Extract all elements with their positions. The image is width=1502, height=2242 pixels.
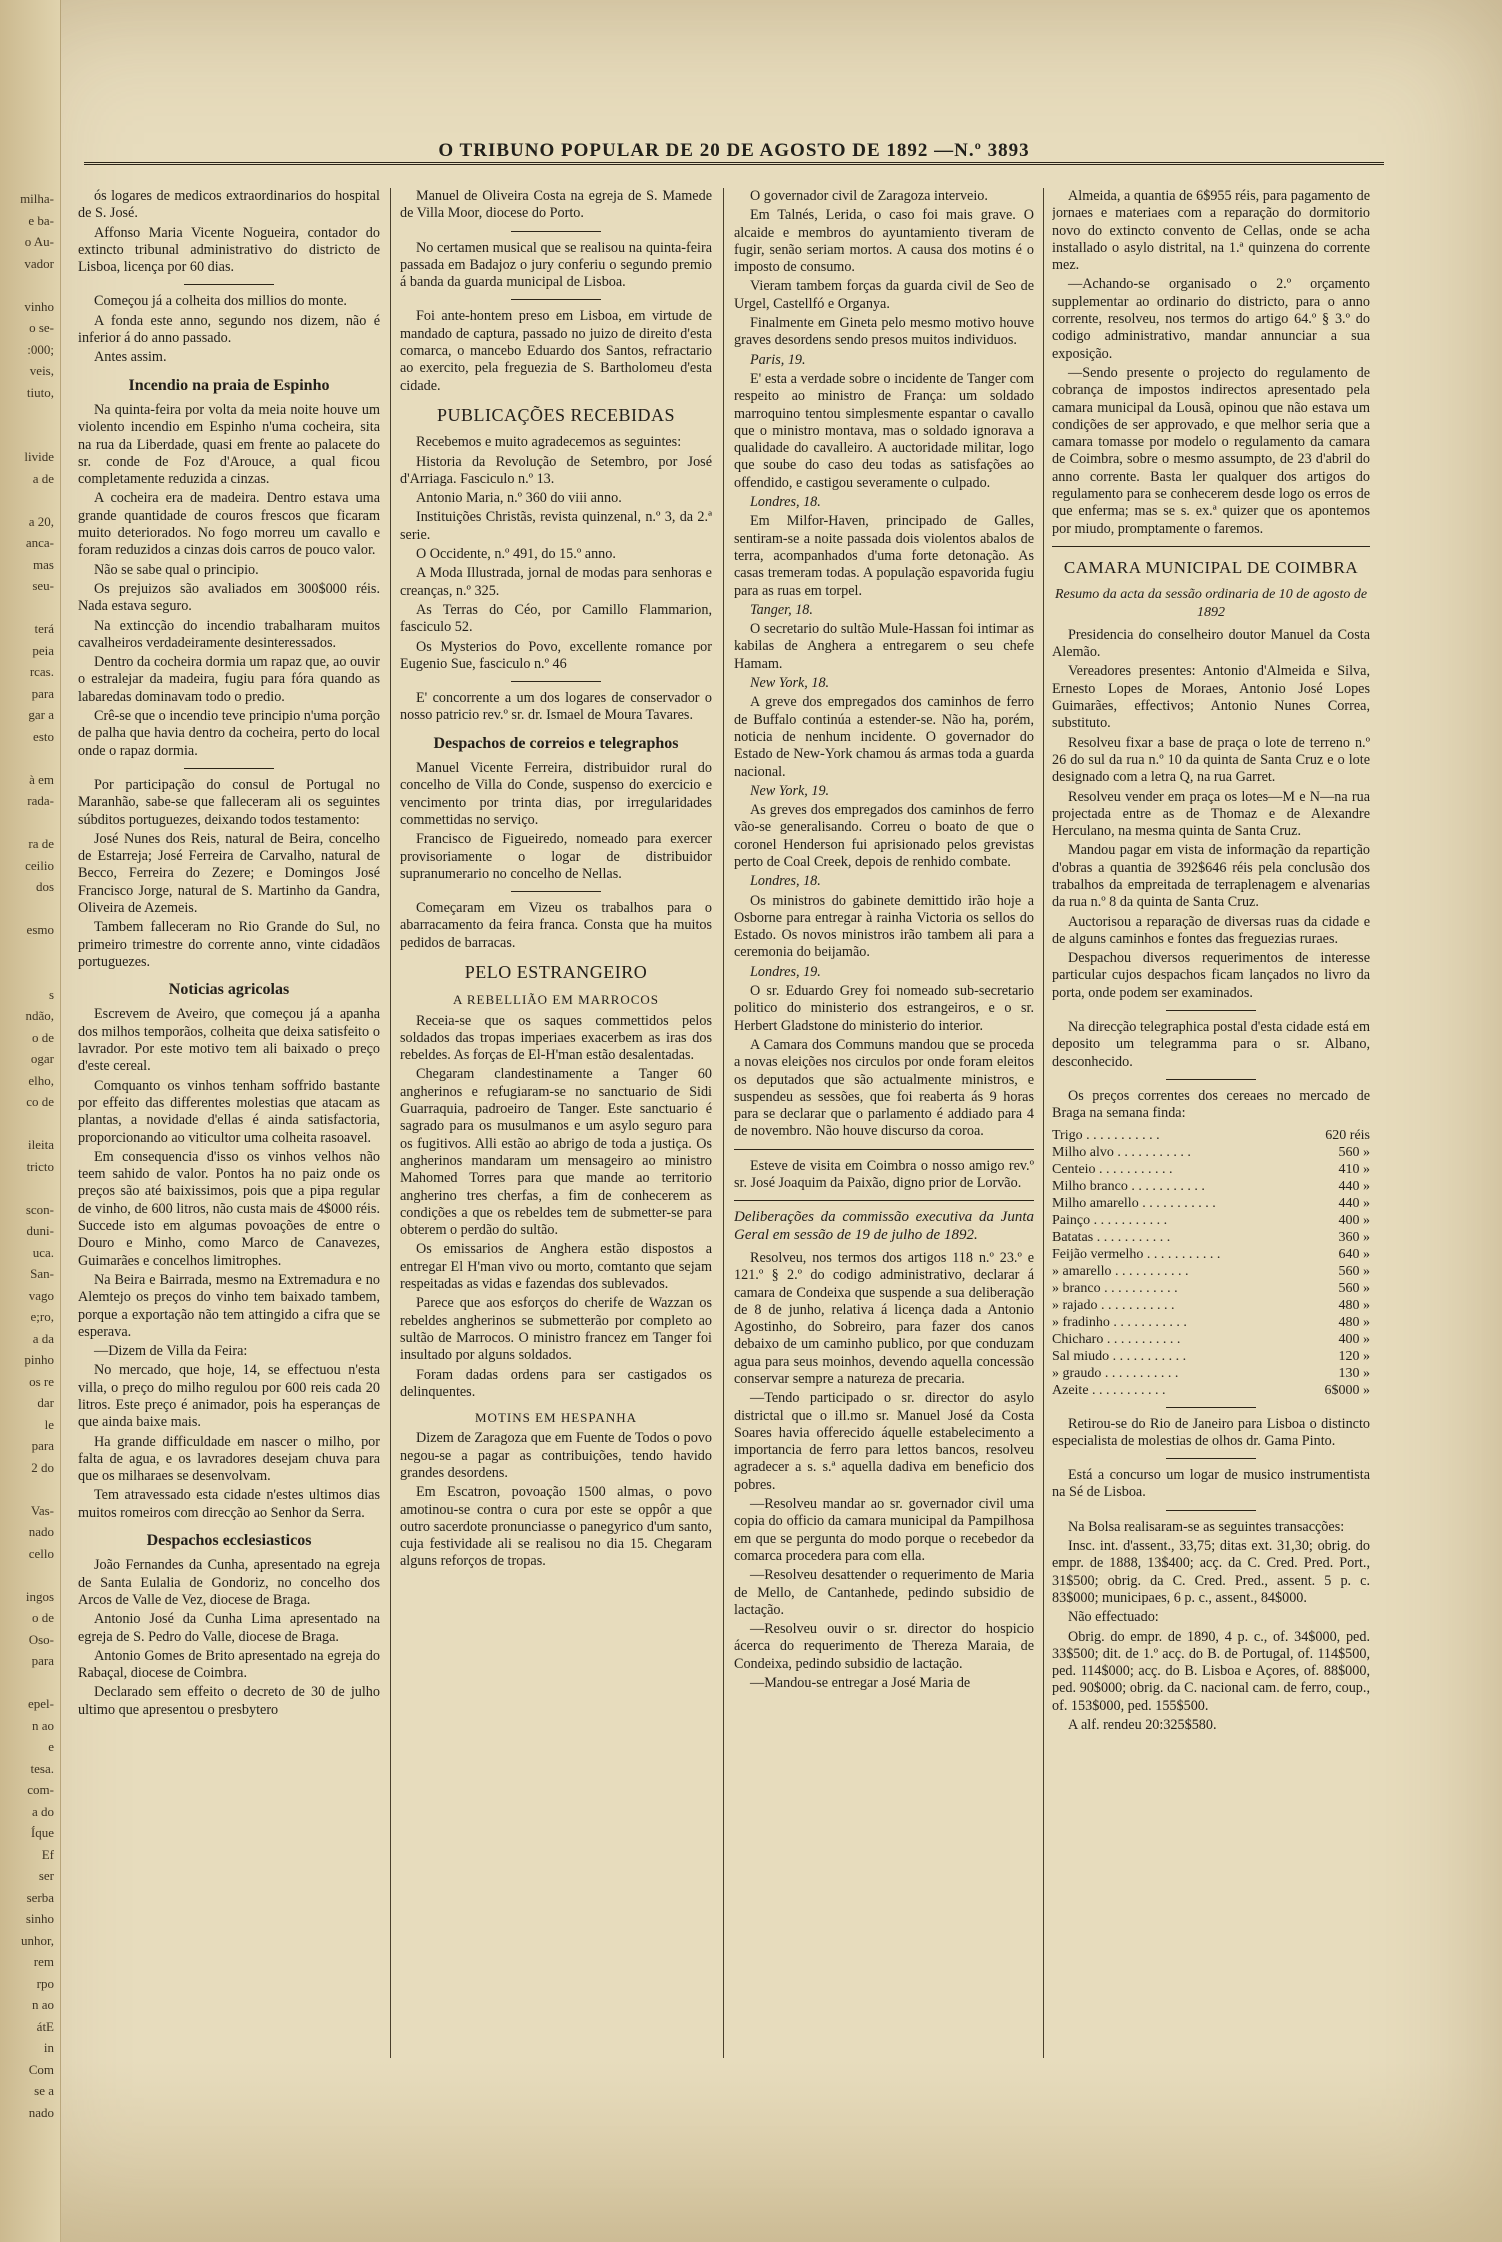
price-item: Milho branco . . . . . . . . . . . [1052, 1178, 1205, 1194]
spine-fragment: peia [32, 642, 54, 658]
col1-milho [78, 293, 380, 366]
spine-fragment: serba [26, 1889, 54, 1905]
paragraph: Resolveu, nos termos dos artigos 118 n.º 23.º e 121.º § 2.º do codigo administrativo, declarar á camara de Condeixa que suspende a sua deliberação de 8 de junho, relativa á licença dada a Antonio Agostinho, do Sobreiro, para fazer dos canos debaixo de um caminho publico, por que conduzam agua para seus moinhos, devendo aquella concessão conservar sempre a natureza de precaria. [734, 1249, 1034, 1387]
col2-marrocos [400, 1013, 712, 1402]
spine-fragment: mas [33, 556, 54, 572]
spine-fragment: Com [28, 2061, 54, 2077]
spine-fragment: ileita [28, 1137, 54, 1152]
price-row [1052, 1246, 1370, 1263]
spine-fragment: scon- [25, 1201, 54, 1217]
paragraph: —Resolveu mandar ao sr. governador civil uma copia do officio da camara municipal da Pampilhosa em que se pergunta do modo porque o recebedor da comarca procedera para com ella. [734, 1496, 1034, 1564]
separator [1166, 1407, 1256, 1408]
separator [1166, 1079, 1256, 1080]
paragraph: Os emissarios de Anghera estão dispostos a entregar El H'man vivo ou morto, comtanto que sejam respeitadas as vidas e fazendas dos sublevados. [400, 1241, 712, 1293]
col3-telegrams [734, 352, 1034, 1035]
spine-fragment: Ef [41, 1846, 54, 1862]
separator [734, 1200, 1034, 1201]
spine-fragment: os re [29, 1373, 54, 1389]
paragraph: Parece que aos esforços do cherife de Wazzan os rebeldes angherinos se submetterão por completo ao sultão de Marrocos. O ministro francez em Tanger foi insultado por alguns soldados. [400, 1295, 712, 1364]
spine-fragment: rpo [36, 1975, 54, 1991]
paragraph: Antonio José da Cunha Lima apresentado na egreja de S. Pedro do Valle, diocese de Braga. [78, 1611, 380, 1645]
price-row [1052, 1212, 1370, 1229]
col3-communs [734, 1037, 1034, 1141]
price-value: 560 » [1338, 1280, 1370, 1296]
masthead: O TRIBUNO POPULAR DE 20 DE AGOSTO DE 1892 —N.º 3893 [438, 140, 1030, 161]
price-value: 410 » [1338, 1161, 1370, 1177]
section-title-publicacoes: PUBLICAÇÕES RECEBIDAS [436, 404, 676, 425]
price-value: 400 » [1338, 1212, 1370, 1228]
paragraph: —Dizem de Villa da Feira: [94, 1343, 248, 1360]
spine-fragment: dos [35, 879, 54, 894]
col3-junta [734, 1250, 1034, 1692]
price-item: Painço . . . . . . . . . . . [1052, 1212, 1168, 1228]
separator [1166, 1458, 1256, 1459]
spine-fragment: esmo [26, 922, 54, 937]
col2-correios [400, 760, 712, 883]
separator [1052, 546, 1370, 547]
col2-vizeu [400, 900, 712, 952]
price-value: 560 » [1338, 1263, 1370, 1279]
paragraph: Começaram em Vizeu os trabalhos para o abarracamento da feira franca. Consta que ha muitos pedidos de barracas. [400, 900, 712, 951]
price-row [1052, 1229, 1370, 1246]
spine-fragment: tesa. [30, 1760, 54, 1776]
paragraph: Em consequencia d'isso os vinhos velhos não teem sahido de valor. Pontos ha no paiz onde os preços são até baixissimos, pois que a pipa regular de vinho, de 600 litros, não custa mais de 4$000 réis. Succede isto em algumas povoações de entre o Douro e Minho, como Marco de Canavezes, Guimarães e concelhos limitrophes. [78, 1148, 380, 1269]
col2-hespanha [400, 1430, 712, 1570]
price-item: Feijão vermelho . . . . . . . . . . . [1052, 1246, 1221, 1262]
subsection-marrocos: A REBELLIÃO EM MARROCOS [452, 992, 660, 1008]
section-title-eccl: Despachos ecclesiasticos [146, 1532, 312, 1550]
price-row [1052, 1127, 1370, 1144]
price-value: 560 » [1338, 1144, 1370, 1160]
spine-fragment: gar a [28, 707, 54, 722]
spine-fragment: unhor, [20, 1932, 54, 1948]
spine-fragment: veis, [29, 363, 54, 378]
paragraph: —Resolveu desattender o requerimento de Maria de Mello, de Cantanhede, pedindo subsidio de lactação. [734, 1567, 1034, 1618]
section-title-correios: Despachos de correios e telegraphos [433, 734, 679, 752]
paragraph: —Tendo participado o sr. director do asylo districtal que o ill.mo sr. Manuel José da Costa Soares havia offerecido áquelle estabelecimento a importancia de ferro para lettos bancos, resolveu agradecer a s. s.ª aquella dadiva em beneficio dos pobres. [734, 1390, 1034, 1493]
spine-fragment: co de [26, 1094, 54, 1109]
paragraph: Foi ante-hontem preso em Lisboa, em virtude de mandado de captura, passado no juizo de direito d'esta comarca, o mancebo Eduardo dos Santos, refractario ao exercito, pela freguezia de S. Bartholomeu d'esta cidade. [400, 308, 712, 394]
spine-fragment: s [48, 986, 54, 1002]
adjacent-page-edge [0, 0, 61, 2242]
price-item: » fradinho . . . . . . . . . . . [1052, 1314, 1187, 1330]
paragraph: Em Escatron, povoação 1500 almas, o povo amotinou-se contra o cura por este se oppôr a que outro sacerdote pronunciasse o panegyrico d'um santo, cuja festividade ali se realisou no dia 15. Chegaram alguns reforços de tropas. [400, 1484, 712, 1570]
paragraph: Resolveu fixar a base de praça o lote de terreno n.º 26 do sul da rua n.º 10 da quinta de Santa Cruz e o lote designado com a letra Q, na rua Garret. [1052, 734, 1370, 786]
spine-fragment: duni- [26, 1223, 54, 1238]
col1-top [78, 188, 380, 276]
paragraph: Resolveu vender em praça os lotes—M e N—na rua projectada entre as de Thomaz e de Alexandre Herculano, na mesma quinta de Santa Cruz. [1052, 788, 1370, 840]
spine-fragment: vago [28, 1287, 54, 1303]
col4-bolsa [1052, 1519, 1370, 1735]
spine-fragment: se a [34, 2083, 54, 2098]
telegram-dateline: Londres, 18. [750, 494, 821, 511]
paragraph: Despachou diversos requerimentos de interesse particular cujos despachos ficam lançados no livro da porta, onde podem ser examinados. [1052, 950, 1370, 1001]
spine-fragment: anca- [25, 535, 54, 550]
telegram-text: As greves dos empregados dos caminhos de ferro vão-se generalisando. Correu o boato de que o coronel Henderson fui aprisionado pelos grevistas perto de Coal Creek, depois de renhido combate. [734, 802, 1034, 870]
paragraph: Em Talnés, Lerida, o caso foi mais grave. O alcaide e membros do ayuntamiento tiveram de fugir, senão seriam mortos. A causa dos motins é o imposto de consumo. [734, 207, 1034, 276]
spine-fragment: Vas- [30, 1502, 54, 1518]
price-row [1052, 1195, 1370, 1212]
spine-fragment: livide [24, 449, 54, 464]
spine-fragment: sinho [25, 1911, 54, 1926]
paragraph: —Achando-se organisado o 2.º orçamento supplementar ao ordinario do districto, para o anno corrente, resolveu, nos termos do artigo 64.º § 3.º do codigo administrativo, mandar annunciar a sua exposição. [1052, 276, 1370, 362]
spine-fragment: a 20, [28, 513, 54, 529]
spine-fragment: tricto [26, 1158, 54, 1174]
paragraph: José Nunes dos Reis, natural de Beira, concelho de Estarreja; José Ferreira de Carvalho, natural de Becco, Ferreira do Zezere; e Domingos José Francisco Jorge, natural de S. Martinho da Gandra, Oliveira de Azemeis. [78, 830, 380, 916]
col1-eccl [78, 1557, 380, 1719]
column-rule [390, 188, 391, 2058]
spine-fragment: ogar [30, 1051, 54, 1066]
spine-fragment: n ao [31, 1997, 54, 2012]
spine-fragment: elho, [28, 1072, 54, 1088]
telegram-dateline: Londres, 18. [750, 873, 821, 890]
price-value: 480 » [1338, 1297, 1370, 1313]
col4-telegrama [1052, 1019, 1370, 1071]
col1-consul [78, 777, 380, 971]
spine-fragment: nado [28, 1524, 54, 1539]
page-bottom-shade [60, 2060, 1502, 2242]
price-value: 360 » [1338, 1229, 1370, 1245]
separator [1166, 1010, 1256, 1011]
price-item: Trigo . . . . . . . . . . . [1052, 1127, 1160, 1143]
price-row [1052, 1382, 1370, 1399]
spine-fragment: o se- [29, 320, 54, 335]
paragraph: Obrig. do empr. de 1890, 4 p. c., of. 34$000, ped. 33$500; dit. de 1.º acç. do B. de Portugal, of. 114$500, ped. 114$000; acç. do B. Lisboa e Açores, of. 88$000, ped. 90$000; obrig. da C. nacional cam. de ferro, coup., of. 153$000, ped. 155$500. [1052, 1628, 1370, 1714]
spine-fragment: o Au- [24, 234, 54, 249]
telegram-dateline: Paris, 19. [750, 351, 806, 368]
subsection-hespanha: MOTINS EM HESPANHA [475, 1410, 637, 1426]
paragraph: Esteve de visita em Coimbra o nosso amigo rev.º sr. José Joaquim da Paixão, digno prior de Lorvão. [734, 1157, 1034, 1192]
spine-fragment: ndão, [25, 1008, 54, 1023]
column-1 [78, 188, 380, 2058]
paragraph: Declarado sem effeito o decreto de 30 de julho ultimo que apresentou o presbytero [78, 1684, 380, 1718]
spine-fragment: milha- [20, 191, 54, 206]
col4-gama [1052, 1416, 1370, 1451]
paragraph: João Fernandes da Cunha, apresentado na egreja de Santa Eulalia de Gondoriz, no concelho dos Arcos de Valle de Vez, diocese de Braga. [78, 1557, 380, 1608]
spine-fragment: à em [29, 771, 54, 787]
spine-fragment: e [48, 1739, 54, 1754]
spine-fragment: vinho [24, 298, 54, 314]
spine-fragment: tiuto, [26, 384, 54, 400]
paragraph: Tem atravessado esta cidade n'estes ultimos dias muitos romeiros com direcção ao Senhor da Serra. [78, 1487, 380, 1521]
price-value: 400 » [1338, 1331, 1370, 1347]
paragraph: Não effectuado: [1068, 1609, 1159, 1626]
col3-visita [734, 1158, 1034, 1193]
paragraph: Dizem de Zaragoza que em Fuente de Todos o povo negou-se a pagar as contribuições, tendo havido grandes desordens. [400, 1430, 712, 1481]
paragraph: Francisco de Figueiredo, nomeado para exercer provisoriamente o logar de distribuidor supranumerario no concelho de Nellas. [400, 831, 712, 882]
price-value: 480 » [1338, 1314, 1370, 1330]
spine-fragment: para [31, 685, 54, 701]
spine-fragment: vador [24, 255, 54, 271]
paragraph: E' concorrente a um dos logares de conservador o nosso patricio rev.º sr. dr. Ismael de Moura Tavares. [400, 690, 712, 724]
paragraph: Comquanto os vinhos tenham soffrido bastante por effeito das differentes molestias que atacam as plantas, a novidade d'ellas é ainda satisfactoria, proporcionando ao viticultor uma colheita rasoavel. [78, 1077, 380, 1146]
spine-fragment: ser [38, 1868, 54, 1883]
column-4 [1052, 188, 1370, 2058]
paragraph: Historia da Revolução de Setembro, por José d'Arriaga. Fasciculo n.º 13. [400, 453, 712, 487]
column-3 [734, 188, 1034, 2058]
price-item: Sal miudo . . . . . . . . . . . [1052, 1348, 1187, 1364]
paragraph: —Sendo presente o projecto do regulamento de cobrança de impostos indirectos apresentado pela camara municipal da Lousã, opinou que não estava um condições de ser approvado, e que melhor seria que a camara tomasse por modelo o regulamento da camara de Coimbra, sobre o mesmo assumpto, de 23 d'abril do anno corrente. Basta ler qualquer dos artigos do regulamento para se conhecerem desde logo os erros de que enferma; mas se s. ex.ª quizer que os apontemos por miudo, promptamente o faremos. [1052, 364, 1370, 537]
paragraph: Na quinta-feira por volta da meia noite houve um violento incendio em Espinho n'uma cocheira, sita na rua da Liberdade, quasi em frente ao palacete do sr. conde de Foz d'Arouce, a qual ficou completamente reduzida a cinzas. [78, 401, 380, 488]
paragraph: O governador civil de Zaragoza interveio. [750, 188, 988, 204]
telegram-text: Os ministros do gabinete demittido irão hoje a Osborne para entregar à rainha Victoria os sellos do Estado. Os novos ministros irão tambem ali para a ceremonia do beijamão. [734, 892, 1034, 961]
spine-fragment: o de [31, 1610, 54, 1625]
separator [184, 768, 274, 769]
spine-fragment: esto [33, 728, 54, 744]
spine-fragment: pinho [24, 1352, 54, 1367]
paragraph: —Mandou-se entregar a José Maria de [750, 1675, 971, 1692]
col1-incendio [78, 402, 380, 760]
spine-fragment: rada- [27, 793, 54, 808]
price-item: Batatas . . . . . . . . . . . [1052, 1229, 1171, 1245]
spine-fragment: n ao [31, 1717, 54, 1733]
col2-publicacoes [400, 434, 712, 673]
spine-fragment: a de [32, 470, 54, 486]
col4-top [1052, 188, 1370, 538]
section-subtitle-camara: Resumo da acta da sessão ordinaria de 10 de agosto de 1892 [1054, 587, 1368, 620]
price-row [1052, 1280, 1370, 1297]
paragraph: Recebemos e muito agradecemos as seguintes: [416, 434, 682, 451]
price-value: 640 » [1338, 1246, 1370, 1262]
price-row [1052, 1263, 1370, 1280]
price-item: Milho amarello . . . . . . . . . . . [1052, 1195, 1216, 1211]
telegram-dateline: Tanger, 18. [750, 601, 813, 618]
spine-fragment: Íque [30, 1825, 54, 1840]
col4-musico [1052, 1467, 1370, 1502]
paragraph: Affonso Maria Vicente Nogueira, contador do extincto tribunal administrativo do districto de Lisboa, licença por 60 dias. [78, 224, 380, 276]
separator [1166, 1510, 1256, 1511]
price-row [1052, 1365, 1370, 1382]
paragraph: No mercado, que hoje, 14, se effectuou n'esta villa, o preço do milho regulou por 600 reis cada 20 litros. Este preço é animador, pois ha esperanças de que ainda baixe mais. [78, 1362, 380, 1431]
spine-fragment: :000; [27, 341, 54, 357]
paragraph: Finalmente em Gineta pelo mesmo motivo houve graves desordens sendo presos muitos individuos. [734, 315, 1034, 349]
col1-agricolas [78, 1006, 380, 1522]
spine-fragment: le [44, 1416, 54, 1432]
telegram-text: O sr. Eduardo Grey foi nomeado sub-secretario politico do ministerio dos estrangeiros, e o sr. Herbert Gladstone do ministerio do interior. [734, 983, 1034, 1034]
col2-top [400, 188, 712, 223]
price-item: Azeite . . . . . . . . . . . [1052, 1382, 1166, 1398]
spine-fragment: 2 do [31, 1459, 54, 1475]
spine-fragment: ingos [25, 1588, 54, 1604]
price-value: 130 » [1338, 1365, 1370, 1381]
price-item: » amarello . . . . . . . . . . . [1052, 1263, 1189, 1279]
paragraph: Os Mysterios do Povo, excellente romance por Eugenio Sue, fasciculo n.º 46 [400, 638, 712, 672]
paragraph: Ha grande difficuldade em nascer o milho, por falta de agua, e os lavradores desejam chuva para que os milharaes se desenvolvam. [78, 1433, 380, 1485]
price-value: 440 » [1338, 1178, 1370, 1194]
price-value: 120 » [1338, 1348, 1370, 1364]
paragraph: Insc. int. d'assent., 33,75; ditas ext. 31,30; obrig. do empr. de 1888, 13$400; acç. da C. Cred. Pred. Port., 31$500; obrig. da C. Cred. Pred., assent. 5 p. c. 83$000; municipaes, 6 p. c., assent., 84$000. [1052, 1538, 1370, 1606]
telegram-text: Em Milfor-Haven, principado de Galles, sentiram-se a noite passada dois violentos abalos de terra, acompanhados d'uma forte detonação. As casas tremeram todas. A população espavorida fugiu para as ruas em torpel. [734, 513, 1034, 599]
price-value: 6$000 » [1324, 1382, 1370, 1398]
paragraph: Por participação do consul de Portugal no Maranhão, sabe-se que falleceram ali os seguintes súbditos portuguezes, deixando todos testamento: [78, 776, 380, 828]
paragraph: ós logares de medicos extraordinarios do hospital de S. José. [78, 188, 380, 222]
spine-fragment: ra de [28, 836, 54, 851]
paragraph: O Occidente, n.º 491, do 15.º anno. [416, 546, 616, 563]
paragraph: Instituições Christãs, revista quinzenal, n.º 3, da 2.ª serie. [400, 509, 712, 543]
paragraph: Mandou pagar em vista de informação da repartição d'obras a quantia de 392$646 réis pela conclusão dos trabalhos da empreitada de terraplenagem e alvenarias da rua n.º 8 da quinta de Santa Cruz. [1052, 842, 1370, 911]
paragraph: Vieram tambem forças da guarda civil de Seo de Urgel, Castellfó e Organya. [734, 278, 1034, 312]
price-row [1052, 1348, 1370, 1365]
paragraph: A alf. rendeu 20:325$580. [1068, 1717, 1217, 1733]
separator [511, 299, 601, 300]
separator [511, 231, 601, 232]
paragraph: Manuel de Oliveira Costa na egreja de S. Mamede de Villa Moor, diocese do Porto. [400, 188, 712, 222]
spine-fragment: a do [31, 1803, 54, 1819]
section-title-camara: CAMARA MUNICIPAL DE COIMBRA [1063, 557, 1359, 577]
section-title-estrangeiro: PELO ESTRANGEIRO [464, 961, 648, 982]
spine-fragment: átE [36, 2018, 54, 2034]
section-title-incendio: Incendio na praia de Espinho [128, 376, 330, 394]
paragraph: Começou já a colheita dos millios do monte. [94, 293, 347, 310]
price-row [1052, 1297, 1370, 1314]
prices-table [1052, 1127, 1370, 1399]
paragraph: Tambem falleceram no Rio Grande do Sul, no primeiro trimestre do corrente anno, vinte cidadãos portuguezes. [78, 919, 380, 970]
paragraph: As Terras do Céo, por Camillo Flammarion, fasciculo 52. [400, 601, 712, 636]
header-rule [84, 162, 1384, 165]
col4-camara [1052, 627, 1370, 1002]
price-item: » branco . . . . . . . . . . . [1052, 1280, 1178, 1296]
telegram-text: A greve dos empregados dos caminhos de ferro de Buffalo continúa a estender-se. Não ha, porém, noticia de nenhum incidente. O governador do Estado de New-York chamou ás armas toda a guarda nacional. [734, 694, 1034, 780]
paragraph: Na extincção do incendio trabalharam muitos cavalheiros verdadeiramente desinteressados. [78, 617, 380, 651]
telegram-dateline: Londres, 19. [750, 963, 821, 980]
paragraph: Os prejuizos são avaliados em 300$000 réis. Nada estava seguro. [78, 580, 380, 615]
price-item: » graudo . . . . . . . . . . . [1052, 1365, 1179, 1381]
spine-fragment: para [31, 1653, 54, 1668]
spine-fragment: uca. [32, 1244, 54, 1260]
column-2 [400, 188, 712, 2058]
paragraph: A Moda Illustrada, jornal de modas para senhoras e creanças, n.º 325. [400, 565, 712, 599]
paragraph: Na Beira e Bairrada, mesmo na Extremadura e no Alemtejo os preços do vinho tem baixado tambem, porque a exportação não tem attingido a cifra que se esperava. [78, 1271, 380, 1340]
paragraph: —Resolveu ouvir o sr. director do hospicio ácerca do requerimento de Thereza Maraia, de Condeixa, pedindo subsidio de lactação. [734, 1621, 1034, 1672]
paragraph: A Camara dos Communs mandou que se proceda a novas eleições nos circulos por onde foram eleitos os deputados que são actualmente ministros, e suspendeu as sessões, que foi reaberta ás 9 horas para se declarar que o parlamento é addiado para 4 de novembro. Não houve discurso da coroa. [734, 1036, 1034, 1140]
paragraph: Antes assim. [94, 349, 167, 366]
spine-fragment: ceilio [25, 857, 54, 873]
paragraph: Na direcção telegraphica postal d'esta cidade está em deposito um telegramma para o sr. Albano, desconhecido. [1052, 1019, 1370, 1070]
spine-fragment: terá [34, 621, 54, 636]
spine-fragment: dar [37, 1395, 54, 1410]
paragraph: Crê-se que o incendio teve principio n'uma porção de palha que havia dentro da cocheira, perto do local onde o rapaz dormia. [78, 708, 380, 759]
spine-fragment: seu- [32, 578, 54, 593]
separator [184, 284, 274, 285]
telegram-dateline: New York, 19. [750, 782, 830, 799]
paragraph: A cocheira era de madeira. Dentro estava uma grande quantidade de couros frescos que ficaram muito deteriorados. No fogo morreu um cavallo e foram reduzidos a cinzas dois carros de pouco valor. [78, 490, 380, 559]
paragraph: Na Bolsa realisaram-se as seguintes transacções: [1068, 1518, 1345, 1535]
column-rule [1043, 188, 1044, 2058]
paragraph: Receia-se que os saques commettidos pelos soldados das tropas imperiaes exacerbem as iras dos rebeldes. As forças de El-H'man estão desalentadas. [400, 1012, 712, 1064]
spine-fragment: para [31, 1438, 54, 1453]
paragraph: No certamen musical que se realisou na quinta-feira passada em Badajoz o jury conferiu o segundo premio á banda da guarda municipal de Lisboa. [400, 239, 712, 291]
spine-fragment: rcas. [29, 664, 54, 679]
paragraph: Vereadores presentes: Antonio d'Almeida e Silva, Ernesto Lopes de Moraes, Antonio José Lopes Guimarães, effectivos; Antonio Nunes Correa, substituto. [1052, 663, 1370, 732]
separator [734, 1149, 1034, 1150]
col2-concurso [400, 690, 712, 725]
paragraph: Antonio Maria, n.º 360 do viii anno. [416, 490, 622, 507]
spine-fragment: in [43, 2040, 54, 2055]
price-value: 440 » [1338, 1195, 1370, 1211]
spine-fragment: com- [27, 1782, 54, 1797]
telegram-dateline: New York, 18. [750, 675, 830, 692]
paragraph: Antonio Gomes de Brito apresentado na egreja do Rabaçal, diocese de Coimbra. [78, 1647, 380, 1682]
price-value: 620 réis [1325, 1127, 1370, 1143]
price-item: Centeio . . . . . . . . . . . [1052, 1161, 1173, 1177]
spine-fragment: nado [28, 2104, 54, 2120]
price-row [1052, 1144, 1370, 1161]
paragraph: Dentro da cocheira dormia um rapaz que, ao ouvir o estralejar da madeira, fugiu para fóra quando as labaredas dominavam todo o predio. [78, 654, 380, 705]
price-row [1052, 1314, 1370, 1331]
telegram-text: E' esta a verdade sobre o incidente de Tanger com respeito ao ministro de França: um soldado marroquino tentou simplesmente espantar o cavallo que o ministro montava, mas o soldado ignorava a qualidade do cavalleiro. A auctoridade militar, logo que soube do caso deu todas as satisfações ao offendido, e castigou severamente o culpado. [734, 370, 1034, 491]
column-rule [723, 188, 724, 2058]
price-item: Milho alvo . . . . . . . . . . . [1052, 1144, 1191, 1160]
spine-fragment: epel- [28, 1696, 54, 1711]
spine-fragment: o de [31, 1029, 54, 1045]
spine-fragment: a da [32, 1330, 54, 1346]
prices-intro: Os preços correntes dos cereaes no mercado de Braga na semana finda: [1052, 1087, 1370, 1122]
spine-fragment: cello [28, 1545, 54, 1561]
separator [511, 891, 601, 892]
spine-fragment: San- [30, 1266, 54, 1281]
section-title-agricolas: Noticias agricolas [168, 981, 290, 999]
spine-fragment: e;ro, [30, 1309, 54, 1324]
col2-certamen [400, 240, 712, 292]
paragraph: Foram dadas ordens para ser castigados os delinquentes. [400, 1366, 712, 1400]
section-title-junta: Deliberações da commissão executiva da Junta Geral em sessão de 19 de julho de 1892. [734, 1209, 1034, 1243]
price-row [1052, 1331, 1370, 1348]
price-row [1052, 1178, 1370, 1195]
spine-fragment: Oso- [28, 1631, 54, 1647]
paragraph: Presidencia do conselheiro doutor Manuel da Costa Alemão. [1052, 626, 1370, 661]
price-item: Chicharo . . . . . . . . . . . [1052, 1331, 1181, 1347]
paragraph: Não se sabe qual o principio. [94, 561, 259, 578]
spine-fragment: e ba- [28, 212, 54, 228]
paragraph: Manuel Vicente Ferreira, distribuidor rural do concelho de Villa do Conde, suspenso do exercicio e vencimento por trinta dias, por irregularidades commettidas no serviço. [400, 760, 712, 828]
paragraph: Está a concurso um logar de musico instrumentista na Sé de Lisboa. [1052, 1467, 1370, 1501]
telegram-text: O secretario do sultão Mule-Hassan foi intimar as kabilas de Anghera a entregarem o seu chefe Hamam. [734, 621, 1034, 672]
paragraph: Retirou-se do Rio de Janeiro para Lisboa o distincto especialista de molestias de olhos dr. Gama Pinto. [1052, 1415, 1370, 1449]
col3-top [734, 188, 1034, 350]
paragraph: A fonda este anno, segundo nos dizem, não é inferior á do anno passado. [78, 312, 380, 347]
price-row [1052, 1161, 1370, 1178]
separator [511, 681, 601, 682]
paragraph: Escrevem de Aveiro, que começou já a apanha dos milhos temporãos, colheita que deixa satisfeito o lavrador. Por este motivo tem ali baixado o preço d'este cereal. [78, 1006, 380, 1075]
col2-preso [400, 308, 712, 394]
paragraph: Auctorisou a reparação de diversas ruas da cidade e de alguns caminhos e fontes das freguezias ruraes. [1052, 913, 1370, 947]
paragraph: Chegaram clandestinamente a Tanger 60 angherinos e refugiaram-se no sanctuario de Sidi Guarraquia, padroeiro de Tanger. Este sanctuario é sagrado para os musulmanos e um asylo seguro para os fugitivos. Alli estão ao abrigo de toda a justiça. Os angherinos mandaram um mensageiro ao ministro Mahomed Torres para que mande ao territorio angherino tres cherfas, a fim de conhecerem as condições a que os rebeldes tem de submetter-se para obterem o perdão do sultão. [400, 1066, 712, 1239]
spine-fragment: rem [33, 1954, 54, 1969]
price-item: » rajado . . . . . . . . . . . [1052, 1297, 1175, 1313]
paragraph: Almeida, a quantia de 6$955 réis, para pagamento de jornaes e materiaes com a reparação do dormitorio novo do extincto convento de Cellas, onde se acha installado o asylo distrital, na 1.ª quinzena do corrente mez. [1052, 188, 1370, 274]
